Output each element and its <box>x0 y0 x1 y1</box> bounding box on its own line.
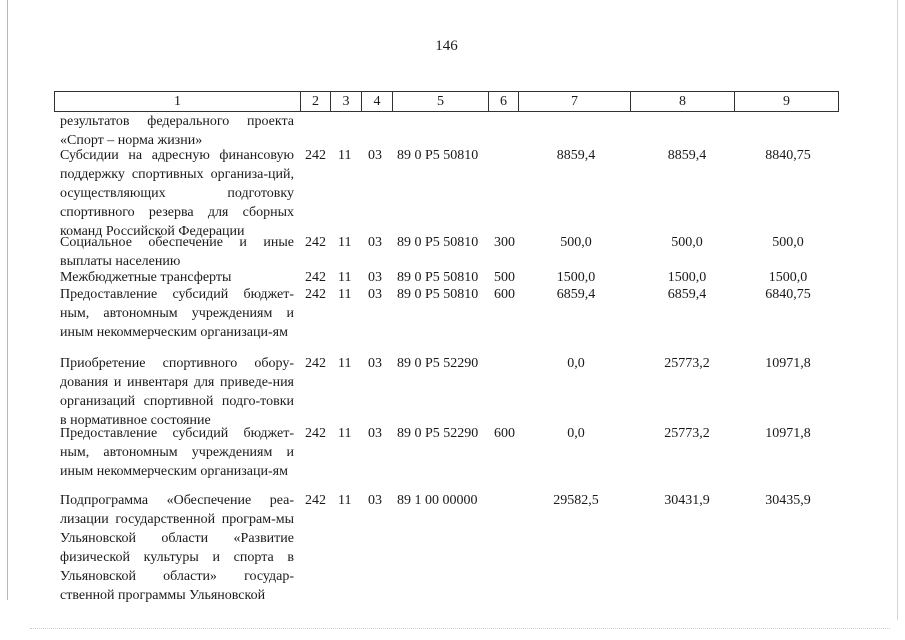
cell-col-7: 6859,4 <box>556 287 596 302</box>
cell-col-2: 242 <box>305 493 326 508</box>
col-header-3: 3 <box>331 92 362 112</box>
cell-col-9: 10971,8 <box>765 426 811 441</box>
cell-col-8: 25773,2 <box>664 426 710 441</box>
cell-col-7: 0,0 <box>567 426 585 441</box>
cell-col-4: 03 <box>368 287 382 302</box>
cell-col-8: 8859,4 <box>667 148 707 163</box>
cell-col-2: 242 <box>305 148 326 163</box>
cell-col-9: 500,0 <box>772 235 804 250</box>
cell-col-8: 1500,0 <box>667 270 707 285</box>
cell-col-2: 242 <box>305 356 326 371</box>
row-name: Предоставление субсидий бюджет-ным, автономным учреждениям и иным некоммерческим организаци-ям <box>60 287 294 340</box>
cell-col-7: 8859,4 <box>556 148 596 163</box>
cell-col-3: 11 <box>338 235 352 250</box>
cell-col-4: 03 <box>368 493 382 508</box>
cell-col-8: 30431,9 <box>664 493 710 508</box>
row-name: Социальное обеспечение и иные выплаты населению <box>60 235 294 269</box>
cell-col-3: 11 <box>338 148 352 163</box>
cell-col-5: 89 0 P5 50810 <box>397 270 479 285</box>
col-header-8: 8 <box>631 92 735 112</box>
cell-col-6: 600 <box>494 287 515 302</box>
cell-col-4: 03 <box>368 148 382 163</box>
cell-col-5: 89 1 00 00000 <box>397 493 478 508</box>
page-left-border <box>7 0 8 600</box>
cell-col-4: 03 <box>368 270 382 285</box>
cell-col-9: 8840,75 <box>765 148 811 163</box>
cell-col-3: 11 <box>338 270 352 285</box>
cell-col-9: 30435,9 <box>765 493 811 508</box>
row-name: Субсидии на адресную финансовую поддержку спортивных организа-ций, осуществляющих подготовку спортивного резерва для сборных команд Российской Федерации <box>60 148 294 239</box>
cell-col-6: 600 <box>494 426 515 441</box>
cell-col-5: 89 0 P5 50810 <box>397 235 479 250</box>
cell-col-9: 6840,75 <box>765 287 811 302</box>
page-right-border <box>897 0 898 620</box>
cell-col-6: 500 <box>494 270 515 285</box>
row-name: Предоставление субсидий бюджет-ным, автономным учреждениям и иным некоммерческим организаци-ям <box>60 426 294 479</box>
cell-col-2: 242 <box>305 426 326 441</box>
row-name: Подпрограмма «Обеспечение реа-лизации государственной програм-мы Ульяновской области «Развитие физической культуры и спорта в Ульяновской области» государ-ственной программы Ульяновской <box>60 493 294 603</box>
scan-artifact-line <box>30 628 890 629</box>
cell-col-4: 03 <box>368 235 382 250</box>
cell-col-4: 03 <box>368 356 382 371</box>
cell-col-8: 500,0 <box>671 235 703 250</box>
cell-col-6: 300 <box>494 235 515 250</box>
col-header-6: 6 <box>489 92 519 112</box>
cell-col-5: 89 0 P5 50810 <box>397 287 479 302</box>
cell-col-7: 0,0 <box>567 356 585 371</box>
col-header-1: 1 <box>55 92 301 112</box>
col-header-7: 7 <box>519 92 631 112</box>
cell-col-5: 89 0 P5 50810 <box>397 148 479 163</box>
col-header-4: 4 <box>362 92 393 112</box>
cell-col-3: 11 <box>338 426 352 441</box>
cell-col-8: 25773,2 <box>664 356 710 371</box>
page-number: 146 <box>435 38 458 54</box>
cell-col-2: 242 <box>305 235 326 250</box>
cell-col-3: 11 <box>338 493 352 508</box>
cell-col-2: 242 <box>305 270 326 285</box>
row-name: Приобретение спортивного обору-дования и инвентаря для приведе-ния организаций спортивной подго-товки в нормативное состояние <box>60 356 294 428</box>
row-name: Межбюджетные трансферты <box>60 270 232 285</box>
col-header-5: 5 <box>393 92 489 112</box>
row-name: результатов федерального проекта «Спорт – норма жизни» <box>60 114 294 148</box>
cell-col-8: 6859,4 <box>667 287 707 302</box>
col-header-9: 9 <box>735 92 839 112</box>
cell-col-9: 1500,0 <box>768 270 808 285</box>
cell-col-4: 03 <box>368 426 382 441</box>
cell-col-9: 10971,8 <box>765 356 811 371</box>
table-header <box>54 91 839 112</box>
col-header-2: 2 <box>301 92 331 112</box>
cell-col-7: 29582,5 <box>553 493 599 508</box>
cell-col-3: 11 <box>338 287 352 302</box>
cell-col-5: 89 0 P5 52290 <box>397 356 479 371</box>
cell-col-7: 500,0 <box>560 235 592 250</box>
cell-col-3: 11 <box>338 356 352 371</box>
cell-col-7: 1500,0 <box>556 270 596 285</box>
cell-col-5: 89 0 P5 52290 <box>397 426 479 441</box>
cell-col-2: 242 <box>305 287 326 302</box>
